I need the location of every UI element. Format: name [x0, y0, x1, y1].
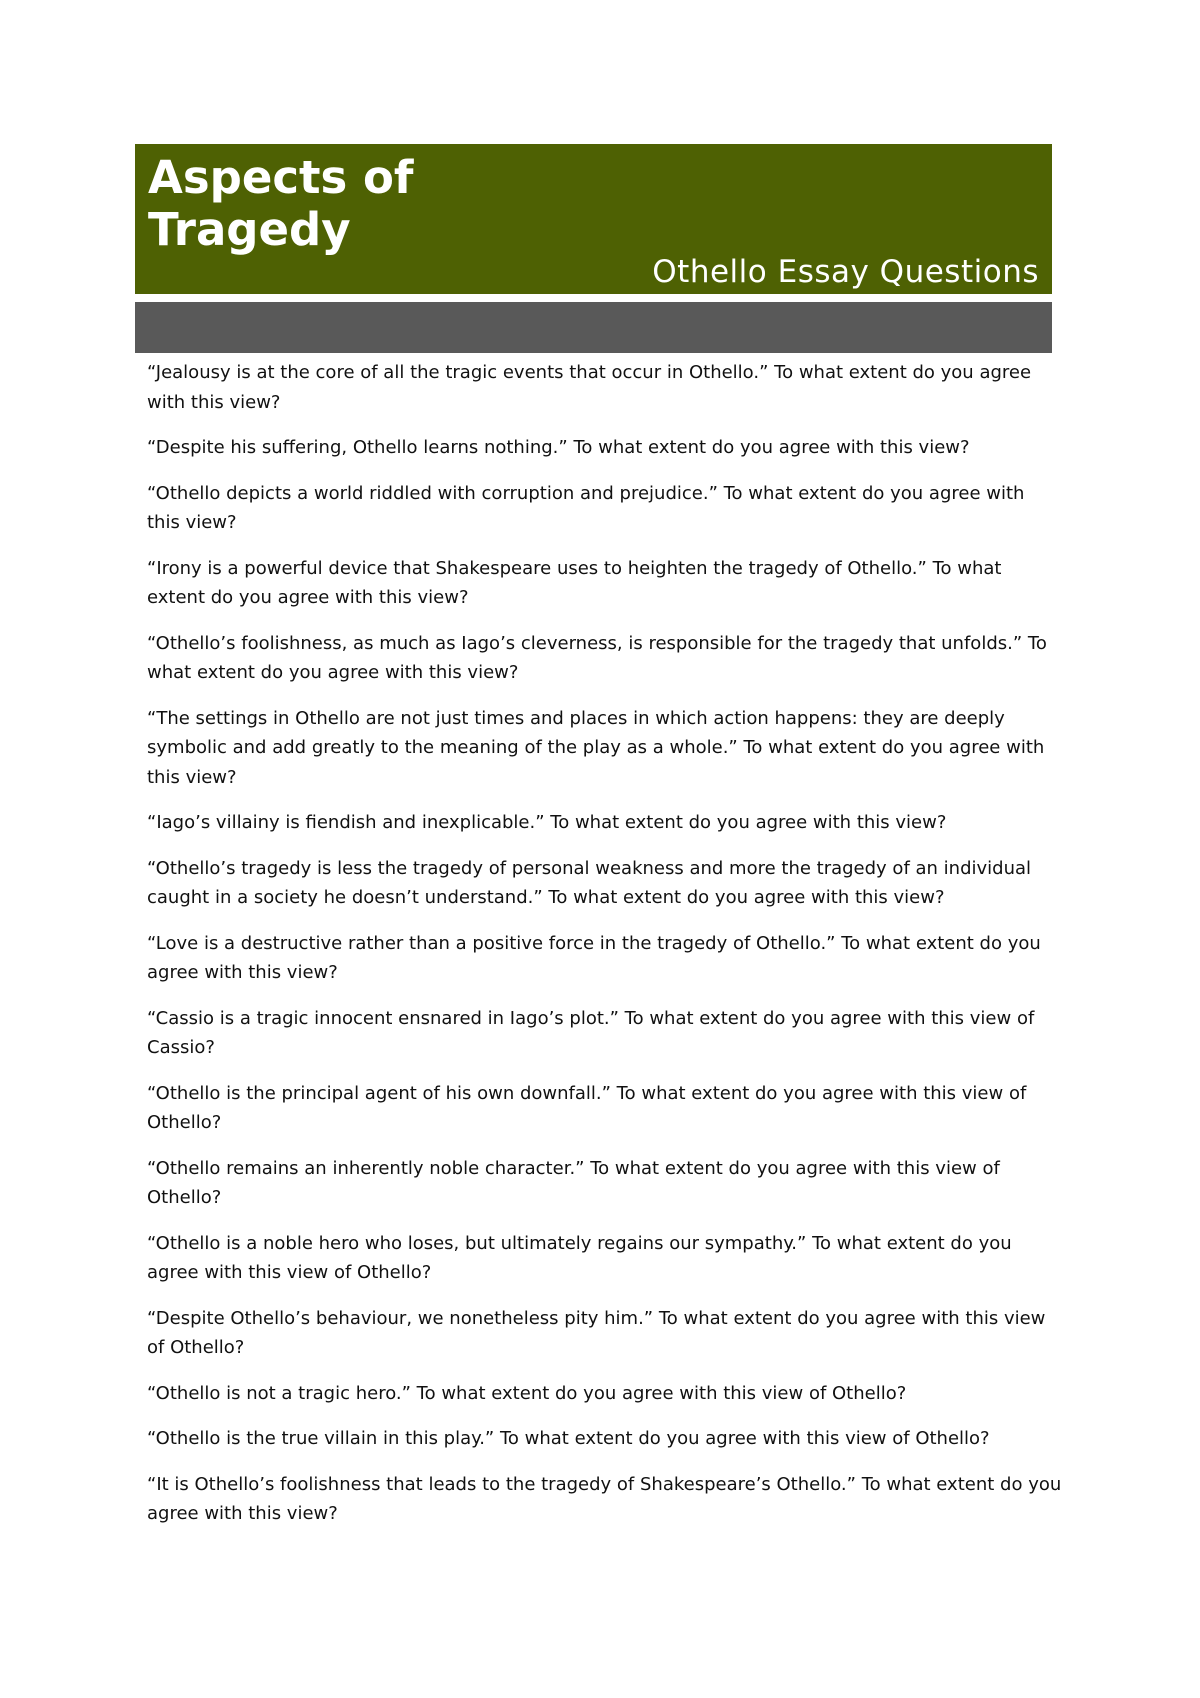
document-title: Aspects of Tragedy: [148, 151, 414, 256]
header-divider-bar: [135, 302, 1052, 353]
essay-question: “Othello’s foolishness, as much as Iago’s cleverness, is responsible for the tragedy that unfolds.” To what extent do you agree with this view?: [147, 632, 1047, 683]
title-banner: [135, 144, 1052, 294]
essay-question: “Irony is a powerful device that Shakespeare uses to heighten the tragedy of Othello.” To what extent do you agree with this view?: [147, 557, 1002, 608]
essay-question: “Despite his suffering, Othello learns nothing.” To what extent do you agree with this view?: [147, 437, 970, 458]
essay-question: “Othello remains an inherently noble character.” To what extent do you agree with this view of Othello?: [147, 1157, 1000, 1208]
essay-question: “Othello is the principal agent of his own downfall.” To what extent do you agree with this view of Othello?: [147, 1082, 1027, 1133]
essay-question: “Othello is not a tragic hero.” To what extent do you agree with this view of Othello?: [147, 1382, 907, 1404]
document-subtitle: Othello Essay Questions: [652, 254, 1039, 290]
essay-question: “Love is a destructive rather than a positive force in the tragedy of Othello.” To what extent do you agree with this view?: [147, 932, 1041, 983]
essay-question: “Othello’s tragedy is less the tragedy of personal weakness and more the tragedy of an individual caught in a society he doesn’t understand.” To what extent do you agree with this view?: [147, 857, 1032, 908]
essay-question: “Othello is a noble hero who loses, but ultimately regains our sympathy.” To what extent do you agree with this view of Othello?: [147, 1232, 1012, 1283]
essay-question-list: [147, 358, 1062, 1545]
essay-question: “Iago’s villainy is fiendish and inexplicable.” To what extent do you agree with this view?: [147, 812, 947, 833]
essay-question: “It is Othello’s foolishness that leads to the tragedy of Shakespeare’s Othello.” To what extent do you agree with this view?: [147, 1473, 1062, 1524]
essay-question: “Despite Othello’s behaviour, we nonetheless pity him.” To what extent do you agree with this view of Othello?: [147, 1307, 1046, 1358]
essay-question: “Jealousy is at the core of all the tragic events that occur in Othello.” To what extent do you agree with this view?: [147, 362, 1032, 413]
essay-question: “Othello depicts a world riddled with corruption and prejudice.” To what extent do you agree with this view?: [147, 482, 1025, 533]
essay-question: “The settings in Othello are not just times and places in which action happens: they are deeply symbolic and add greatly to the meaning of the play as a whole.” To what extent do you agree with this view?: [147, 707, 1045, 788]
essay-question: “Cassio is a tragic innocent ensnared in Iago’s plot.” To what extent do you agree with this view of Cassio?: [147, 1007, 1035, 1058]
essay-question: “Othello is the true villain in this play.” To what extent do you agree with this view of Othello?: [147, 1428, 990, 1449]
